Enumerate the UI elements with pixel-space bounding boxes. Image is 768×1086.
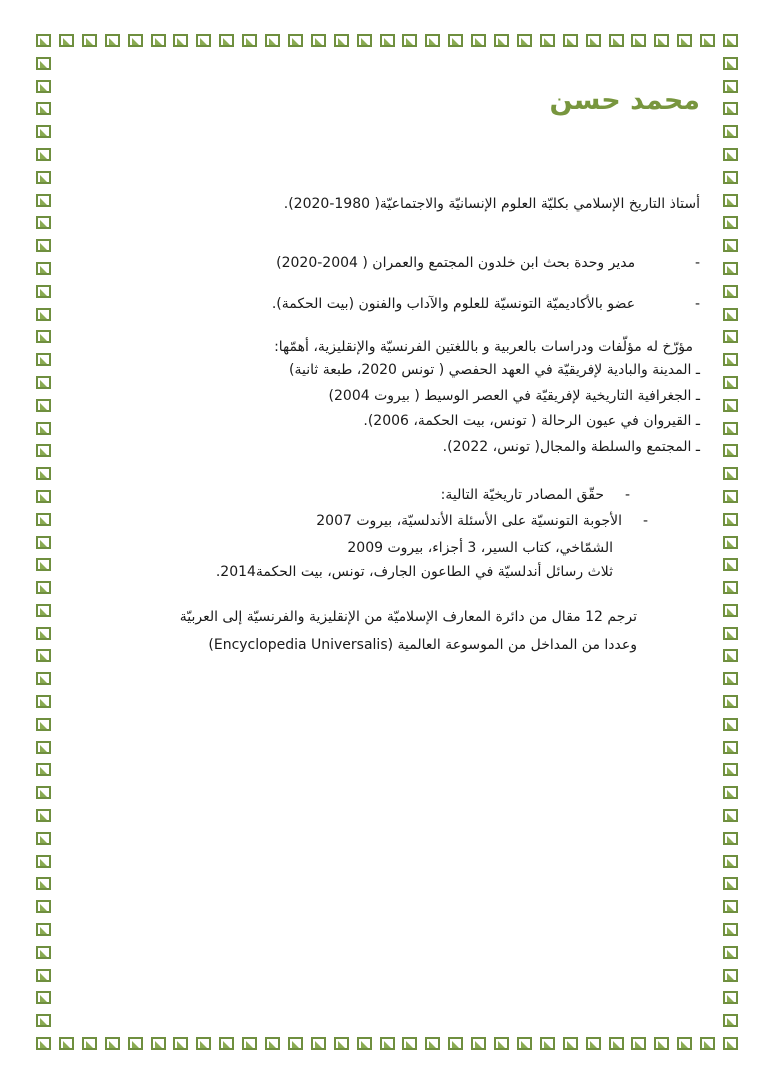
border-tile [357, 1037, 372, 1050]
border-tile [36, 718, 51, 731]
border-tile [173, 34, 188, 47]
border-tile [36, 786, 51, 799]
border-tile [36, 422, 51, 435]
role-text: عضو بالأكاديميّة التونسيّة للعلوم والآداب والفنون (بيت الحكمة). [271, 296, 636, 312]
border-tile [631, 1037, 646, 1050]
border-tile [242, 34, 257, 47]
border-tile [723, 490, 738, 503]
border-tile [36, 262, 51, 275]
border-tile [723, 672, 738, 685]
border-tile [36, 649, 51, 662]
border-tile [586, 34, 601, 47]
border-tile [36, 353, 51, 366]
border-tile [700, 34, 715, 47]
border-tile [723, 536, 738, 549]
border-tile [723, 422, 738, 435]
border-tile [36, 216, 51, 229]
border-tile [723, 125, 738, 138]
border-tile [36, 763, 51, 776]
border-tile [36, 672, 51, 685]
border-tile [219, 34, 234, 47]
page-title: محمد حسن [549, 85, 700, 116]
editions-intro-text: حقّق المصادر تاريخيّة التالية: [440, 487, 605, 503]
border-tile [563, 34, 578, 47]
border-tile [311, 1037, 326, 1050]
border-tile [36, 900, 51, 913]
border-tile [36, 444, 51, 457]
bullet-dash: - [694, 255, 700, 271]
edition-item [316, 510, 648, 532]
border-tile [723, 308, 738, 321]
border-tile [36, 125, 51, 138]
border-tile [36, 695, 51, 708]
role-item [276, 252, 700, 274]
border-tile [471, 34, 486, 47]
border-tile [723, 581, 738, 594]
border-tile [36, 741, 51, 754]
border-tile [219, 1037, 234, 1050]
border-tile [723, 399, 738, 412]
border-tile [723, 763, 738, 776]
border-tile [311, 34, 326, 47]
border-tile [723, 741, 738, 754]
border-tile [723, 330, 738, 343]
translation-line: وعددا من المداخل من الموسوعة العالمية (Encyclopedia Universalis) [208, 637, 637, 653]
border-tile [334, 34, 349, 47]
border-tile [105, 1037, 120, 1050]
border-tile [723, 627, 738, 640]
border-tile [723, 285, 738, 298]
border-tile [723, 809, 738, 822]
border-tile [425, 34, 440, 47]
border-tile [265, 1037, 280, 1050]
border-tile [36, 923, 51, 936]
border-tile [586, 1037, 601, 1050]
border-tile [700, 1037, 715, 1050]
border-tile [128, 34, 143, 47]
border-tile [517, 34, 532, 47]
border-tile [723, 444, 738, 457]
border-tile [59, 34, 74, 47]
border-tile [36, 809, 51, 822]
publication-item: ـ المجتمع والسلطة والمجال( تونس، 2022). [442, 439, 700, 455]
border-tile [265, 34, 280, 47]
border-tile [563, 1037, 578, 1050]
border-tile [723, 239, 738, 252]
border-tile [151, 1037, 166, 1050]
border-tile [151, 34, 166, 47]
edition-text: الأجوبة التونسيّة على الأسئلة الأندلسيّة، بيروت 2007 [316, 513, 623, 529]
border-tile [723, 57, 738, 70]
edition-item: ثلاث رسائل أندلسيّة في الطاعون الجارف، تونس، بيت الحكمة2014. [215, 564, 613, 580]
border-tile [723, 194, 738, 207]
role-text: مدير وحدة بحث ابن خلدون المجتمع والعمران ( 2004-2020) [276, 255, 636, 271]
border-tile [36, 194, 51, 207]
border-tile [36, 877, 51, 890]
border-tile [36, 855, 51, 868]
border-tile [196, 34, 211, 47]
border-tile [677, 34, 692, 47]
border-tile [36, 239, 51, 252]
border-tile [723, 923, 738, 936]
border-tile [723, 353, 738, 366]
border-tile [494, 34, 509, 47]
border-tile [723, 1014, 738, 1027]
border-tile [723, 262, 738, 275]
border-tile [36, 991, 51, 1004]
border-tile [425, 1037, 440, 1050]
border-tile [723, 718, 738, 731]
border-tile [36, 536, 51, 549]
border-tile [471, 1037, 486, 1050]
border-tile [36, 467, 51, 480]
position-line: أستاذ التاريخ الإسلامي بكليّة العلوم الإنسانيّة والاجتماعيّة( 1980-2020). [283, 196, 700, 212]
border-tile [723, 649, 738, 662]
border-tile [36, 376, 51, 389]
border-tile [723, 900, 738, 913]
publication-item: ـ القيروان في عيون الرحالة ( تونس، بيت الحكمة، 2006). [363, 413, 700, 429]
border-tile [242, 1037, 257, 1050]
border-tile [36, 1037, 51, 1050]
border-tile [654, 1037, 669, 1050]
border-tile [36, 34, 51, 47]
border-tile [723, 376, 738, 389]
border-tile [723, 34, 738, 47]
border-tile [36, 308, 51, 321]
role-item [272, 293, 700, 315]
border-tile [723, 467, 738, 480]
border-tile [36, 946, 51, 959]
border-tile [723, 855, 738, 868]
border-tile [654, 34, 669, 47]
border-tile [723, 148, 738, 161]
border-tile [723, 969, 738, 982]
border-tile [128, 1037, 143, 1050]
border-tile [36, 285, 51, 298]
border-tile [36, 102, 51, 115]
border-tile [402, 34, 417, 47]
border-tile [723, 832, 738, 845]
border-tile [723, 946, 738, 959]
publications-intro: مؤرّخ له مؤلّفات ودراسات بالعربية و باللغتين الفرنسيّة والإنقليزية، أهمّها: [274, 339, 693, 355]
border-tile [36, 171, 51, 184]
border-tile [402, 1037, 417, 1050]
border-tile [82, 1037, 97, 1050]
border-tile [36, 832, 51, 845]
bullet-dash: - [642, 513, 648, 529]
border-tile [36, 969, 51, 982]
border-tile [723, 991, 738, 1004]
border-tile [196, 1037, 211, 1050]
border-tile [105, 34, 120, 47]
border-tile [357, 34, 372, 47]
border-tile [36, 80, 51, 93]
border-tile [380, 1037, 395, 1050]
border-tile [723, 786, 738, 799]
border-tile [631, 34, 646, 47]
bullet-dash: - [694, 296, 700, 312]
border-tile [173, 1037, 188, 1050]
border-tile [540, 1037, 555, 1050]
border-tile [59, 1037, 74, 1050]
border-tile [36, 330, 51, 343]
border-tile [609, 1037, 624, 1050]
border-tile [36, 513, 51, 526]
border-tile [723, 102, 738, 115]
border-tile [36, 627, 51, 640]
border-tile [36, 490, 51, 503]
border-tile [36, 581, 51, 594]
border-tile [36, 1014, 51, 1027]
border-tile [723, 877, 738, 890]
border-tile [36, 148, 51, 161]
border-tile [677, 1037, 692, 1050]
border-tile [334, 1037, 349, 1050]
border-tile [723, 216, 738, 229]
border-tile [540, 34, 555, 47]
bullet-dash: - [624, 487, 630, 503]
border-tile [723, 558, 738, 571]
translation-line: ترجم 12 مقال من دائرة المعارف الإسلاميّة من الإنقليزية والفرنسيّة إلى العربيّة [179, 609, 637, 625]
publication-item: ـ المدينة والبادية لإفريقيّة في العهد الحفصي ( تونس 2020، طبعة ثانية) [289, 362, 700, 378]
border-tile [36, 399, 51, 412]
border-tile [36, 558, 51, 571]
border-tile [723, 80, 738, 93]
border-tile [82, 34, 97, 47]
border-tile [723, 513, 738, 526]
border-tile [288, 1037, 303, 1050]
border-tile [517, 1037, 532, 1050]
border-tile [36, 604, 51, 617]
border-tile [288, 34, 303, 47]
border-tile [723, 171, 738, 184]
border-tile [723, 604, 738, 617]
border-tile [494, 1037, 509, 1050]
border-tile [380, 34, 395, 47]
border-tile [448, 1037, 463, 1050]
border-tile [723, 1037, 738, 1050]
border-tile [36, 57, 51, 70]
border-tile [609, 34, 624, 47]
border-tile [723, 695, 738, 708]
publication-item: ـ الجغرافية التاريخية لإفريقيّة في العصر الوسيط ( بيروت 2004) [328, 388, 700, 404]
edition-item: الشمّاخي، كتاب السير، 3 أجزاء، بيروت 2009 [347, 540, 613, 556]
border-tile [448, 34, 463, 47]
editions-intro [441, 484, 630, 506]
